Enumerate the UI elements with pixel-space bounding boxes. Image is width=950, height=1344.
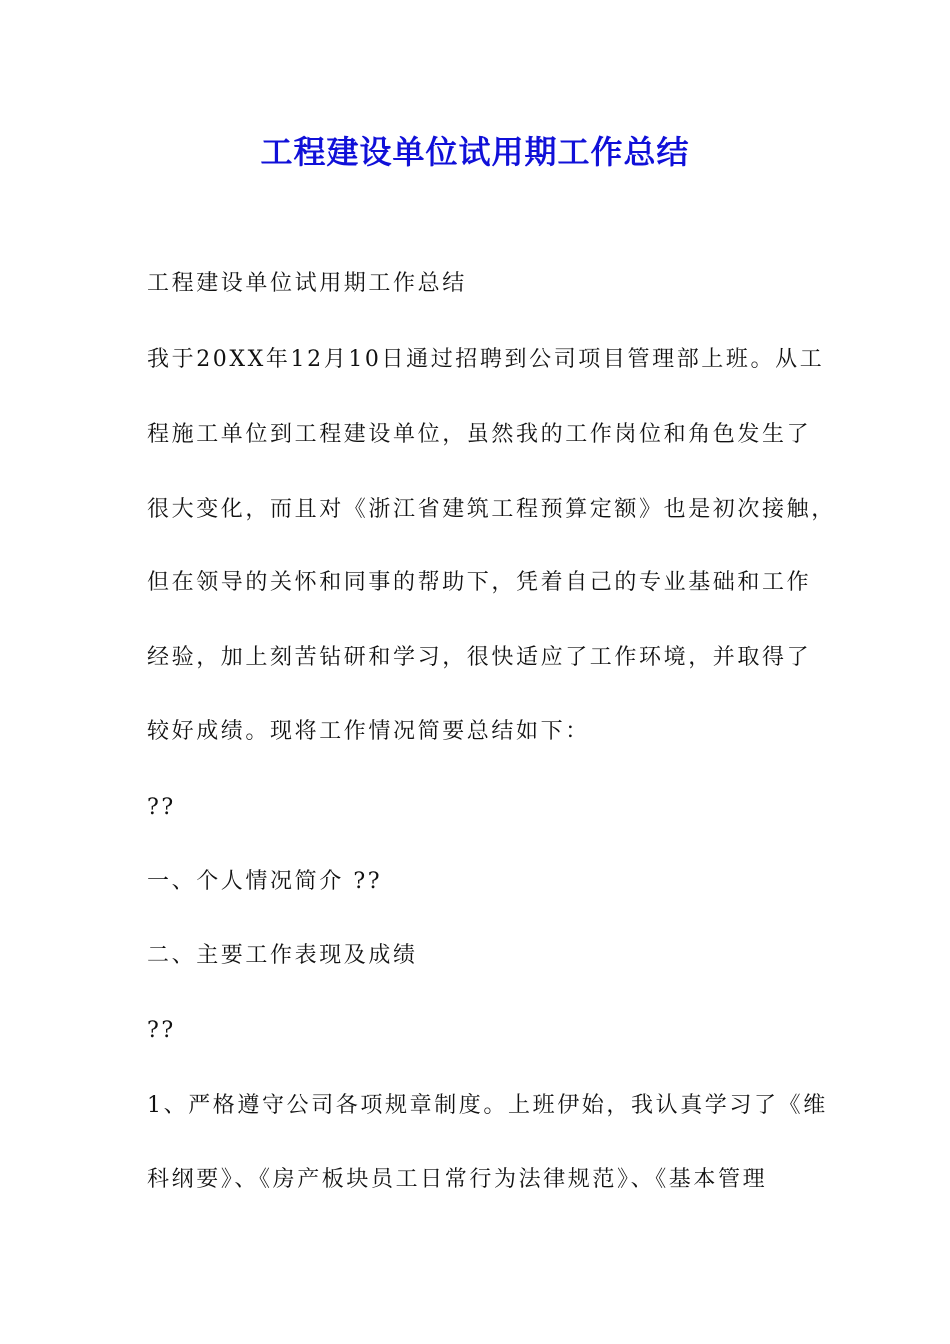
subtitle-line: 工程建设单位试用期工作总结 bbox=[147, 271, 467, 296]
document-title: 工程建设单位试用期工作总结 bbox=[260, 133, 690, 171]
body-line: 经验，加上刻苦钻研和学习，很快适应了工作环境，并取得了 bbox=[147, 645, 812, 670]
placeholder-line: ?? bbox=[147, 1018, 176, 1043]
body-line: 程施工单位到工程建设单位，虽然我的工作岗位和角色发生了 bbox=[147, 422, 812, 447]
body-line: 我于20XX年12月10日通过招聘到公司项目管理部上班。从工 bbox=[147, 347, 825, 372]
section-heading: 二、主要工作表现及成绩 bbox=[147, 943, 418, 968]
body-line: 科纲要》、《房产板块员工日常行为法律规范》、《基本管理 bbox=[147, 1167, 768, 1192]
body-line: 很大变化，而且对《浙江省建筑工程预算定额》也是初次接触， bbox=[147, 497, 836, 522]
body-line: 但在领导的关怀和同事的帮助下，凭着自己的专业基础和工作 bbox=[147, 570, 812, 595]
section-heading: 一、个人情况简介 ?? bbox=[147, 869, 383, 894]
placeholder-line: ?? bbox=[147, 795, 176, 820]
body-line: 较好成绩。现将工作情况简要总结如下： bbox=[147, 719, 590, 744]
body-line: 1、严格遵守公司各项规章制度。上班伊始，我认真学习了《维 bbox=[147, 1093, 828, 1118]
